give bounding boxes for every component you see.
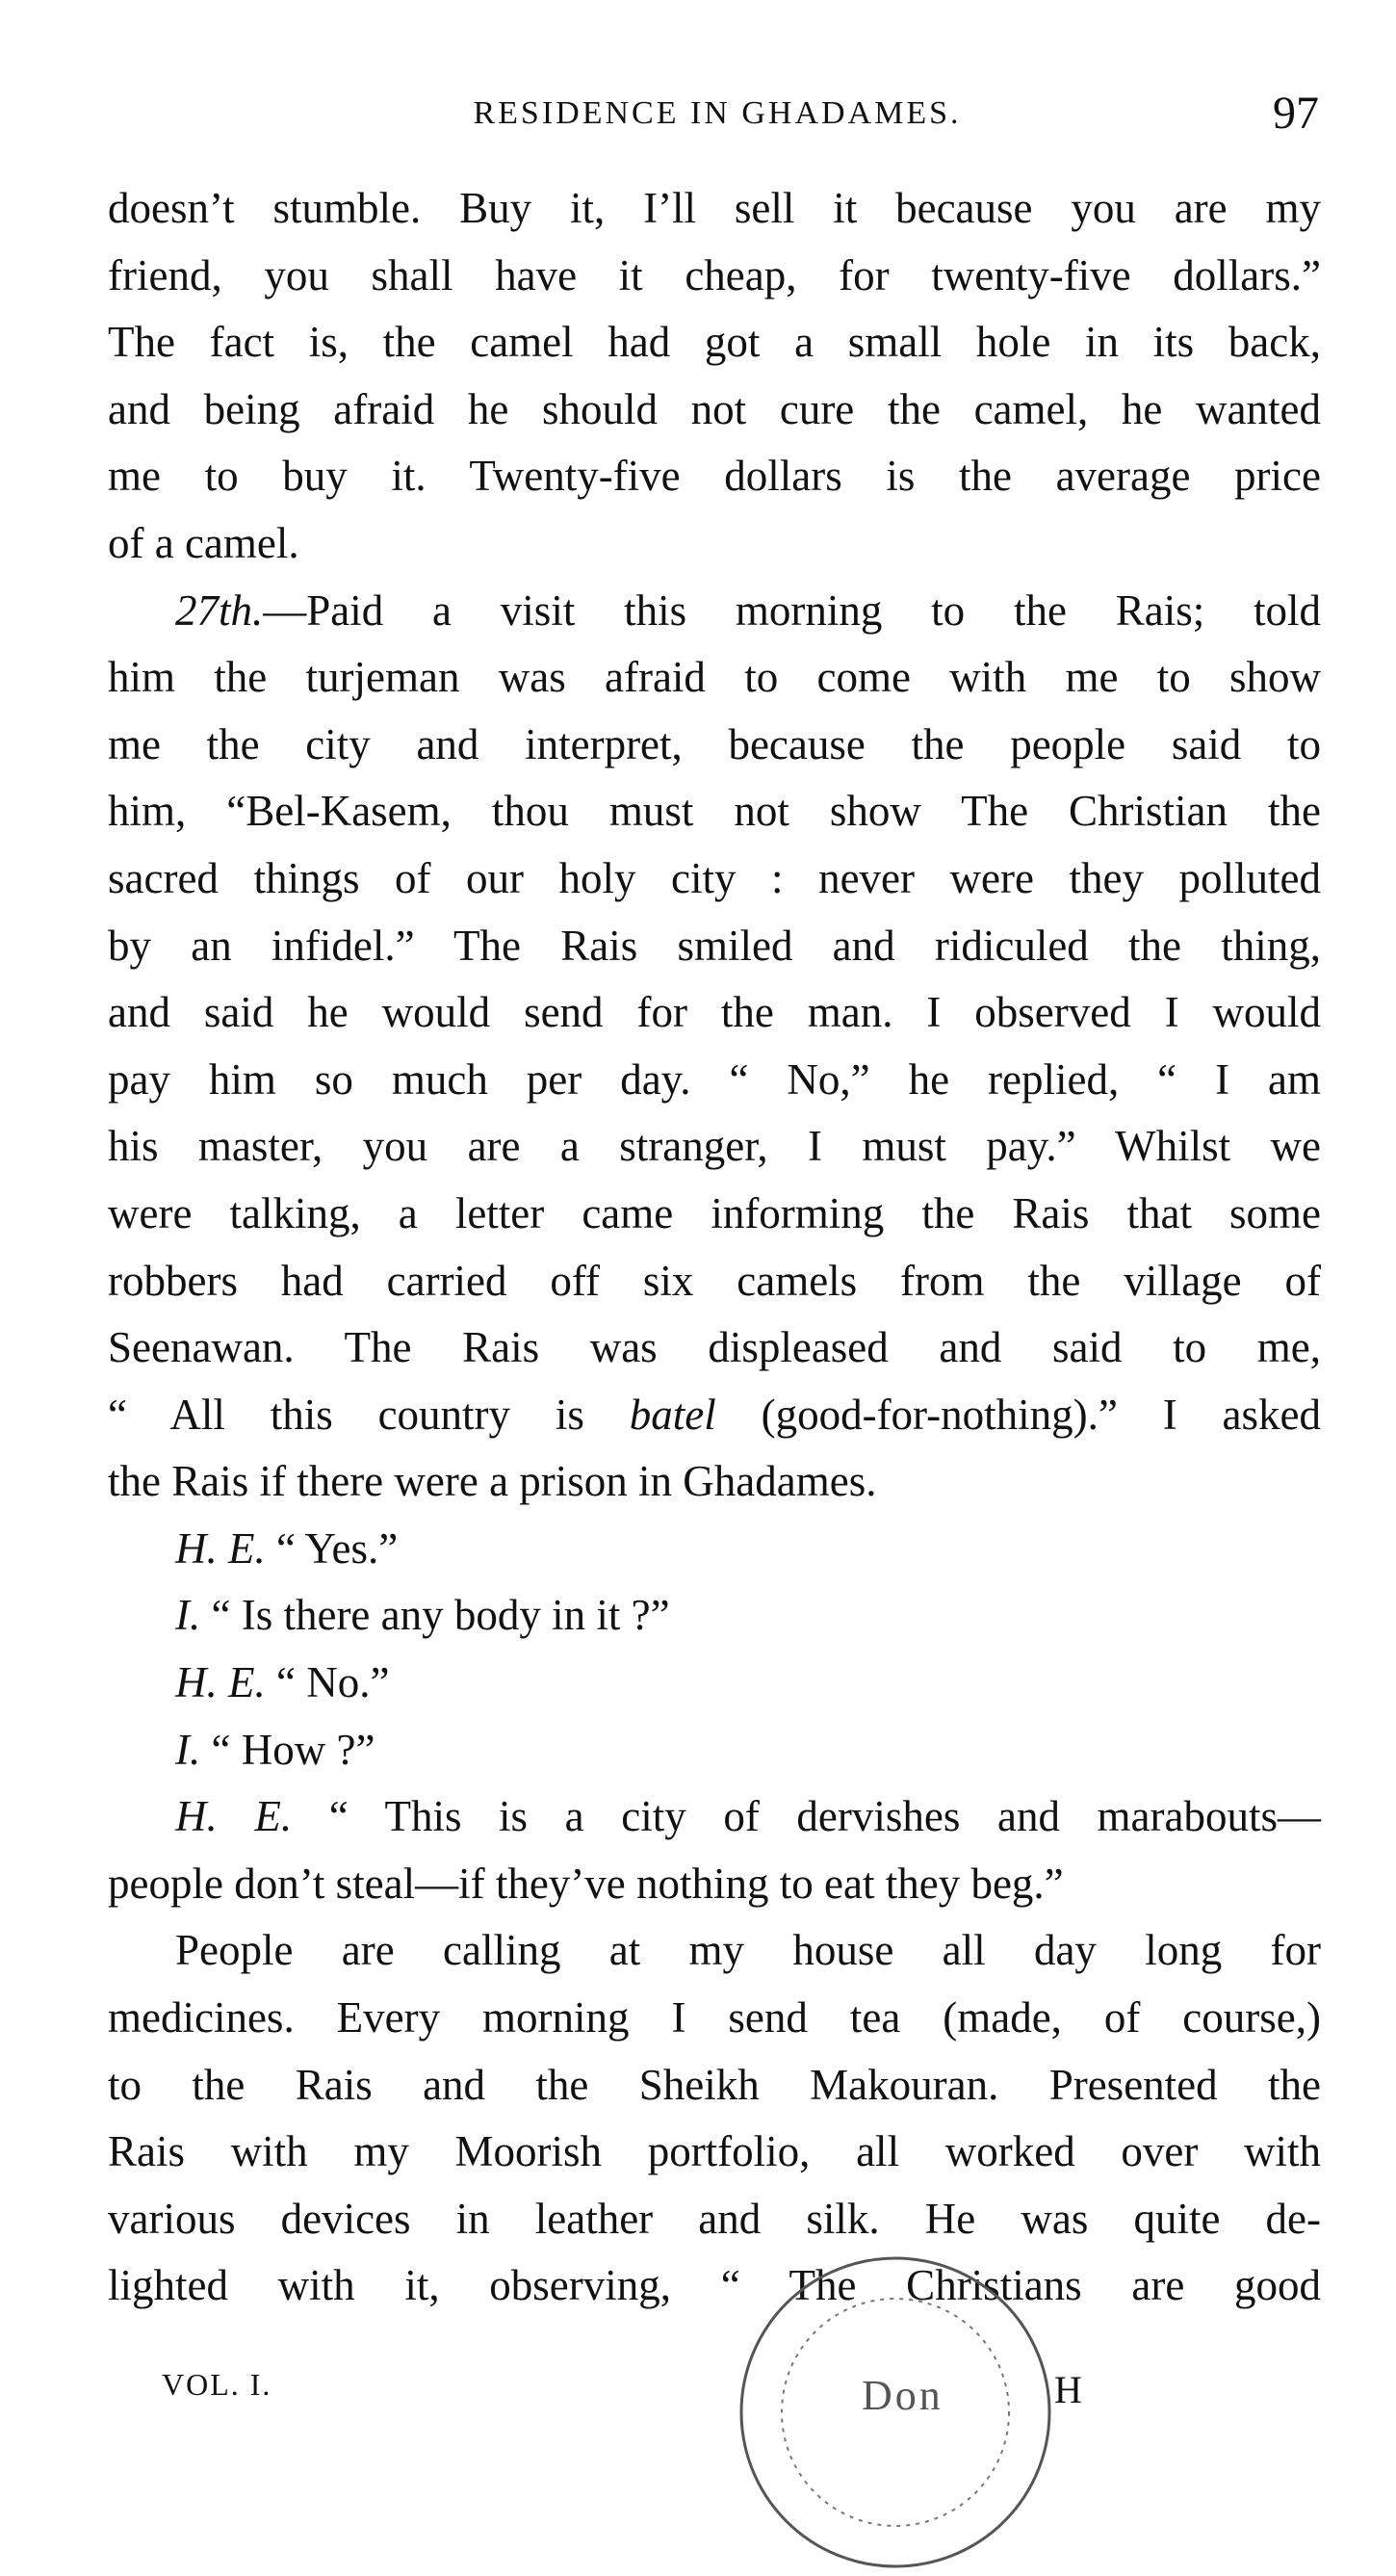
text-line: the Rais if there were a prison in Ghadames. bbox=[108, 1457, 877, 1506]
text-line: friend, you shall have it cheap, for twenty-five dollars.” bbox=[108, 250, 1321, 299]
text-line: him, “Bel-Kasem, thou must not show The Christian the bbox=[108, 787, 1321, 836]
text-line: were talking, a letter came informing the Rais that some bbox=[108, 1188, 1321, 1237]
page-number: 97 bbox=[1273, 88, 1319, 139]
text-fragment: —Paid a visit this morning to the Rais; told bbox=[263, 585, 1321, 635]
signature-mark: H bbox=[1054, 2368, 1082, 2411]
text-line: his master, you are a stranger, I must pay.” Whilst we bbox=[108, 1122, 1321, 1171]
text-line: Seenawan. The Rais was displeased and said to me, bbox=[108, 1323, 1321, 1372]
text-line: pay him so much per day. “ No,” he replied, “ I am bbox=[108, 1054, 1321, 1104]
text-fragment: “ All this country is bbox=[108, 1390, 630, 1439]
text-line bbox=[108, 578, 1321, 645]
dialogue-line bbox=[108, 1783, 1321, 1851]
text-line: to the Rais and the Sheikh Makouran. Presented the bbox=[108, 2060, 1321, 2109]
text-line: various devices in leather and silk. He was quite de- bbox=[108, 2194, 1321, 2243]
text-line: me to buy it. Twenty-five dollars is the average price bbox=[108, 452, 1321, 501]
text-line: The fact is, the camel had got a small hole in its back, bbox=[108, 318, 1321, 367]
dialogue-line bbox=[108, 1582, 1321, 1650]
volume-label: VOL. I. bbox=[162, 2367, 272, 2402]
speaker-label: I. bbox=[175, 1591, 201, 1640]
text-line: and being afraid he should not cure the camel, he wanted bbox=[108, 384, 1321, 433]
text-line: him the turjeman was afraid to come with me to show bbox=[108, 653, 1321, 702]
text-fragment: “ How ?” bbox=[200, 1725, 375, 1774]
text-fragment: “ This is a city of dervishes and marabouts— bbox=[292, 1792, 1321, 1841]
speaker-label: H. E. bbox=[175, 1792, 293, 1841]
speaker-label: H. E. bbox=[175, 1523, 266, 1573]
text-line: lighted with it, observing, “ The Christians are good bbox=[108, 2261, 1321, 2310]
text-line: by an infidel.” The Rais smiled and ridiculed the thing, bbox=[108, 921, 1321, 970]
text-fragment: “ Yes.” bbox=[265, 1523, 399, 1573]
text-line: sacred things of our holy city : never were they polluted bbox=[108, 853, 1321, 902]
text-line bbox=[108, 1382, 1321, 1449]
text-line: me the city and interpret, because the people said to bbox=[108, 719, 1321, 768]
text-fragment: “ Is there any body in it ?” bbox=[200, 1591, 670, 1640]
running-title: RESIDENCE IN GHADAMES. bbox=[473, 95, 962, 131]
text-fragment: “ No.” bbox=[265, 1658, 390, 1707]
text-line: of a camel. bbox=[108, 518, 299, 567]
speaker-label: H. E. bbox=[175, 1658, 266, 1707]
italic-word: batel bbox=[629, 1390, 716, 1439]
text-line: and said he would send for the man. I observed I would bbox=[108, 988, 1321, 1037]
stamp-word: Don bbox=[862, 2372, 944, 2419]
page-header bbox=[116, 85, 1319, 143]
text-line: doesn’t stumble. Buy it, I’ll sell it because you are my bbox=[108, 184, 1321, 232]
text-line: medicines. Every morning I send tea (made, of course,) bbox=[108, 1993, 1321, 2043]
text-line: people don’t steal—if they’ve nothing to eat they beg.” bbox=[108, 1859, 1064, 1908]
body-text bbox=[108, 175, 1321, 2320]
speaker-label: I. bbox=[175, 1725, 201, 1774]
dialogue-line bbox=[108, 1516, 1321, 1583]
text-line: robbers had carried off six camels from the village of bbox=[108, 1256, 1321, 1305]
dialogue-line bbox=[108, 1650, 1321, 1717]
text-fragment: (good-for-nothing).” I asked bbox=[715, 1390, 1321, 1439]
text-line: Rais with my Moorish portfolio, all worked over with bbox=[108, 2127, 1321, 2176]
date-entry: 27th. bbox=[175, 585, 264, 635]
text-line: People are calling at my house all day long for bbox=[175, 1926, 1321, 1975]
dialogue-line bbox=[108, 1717, 1321, 1784]
